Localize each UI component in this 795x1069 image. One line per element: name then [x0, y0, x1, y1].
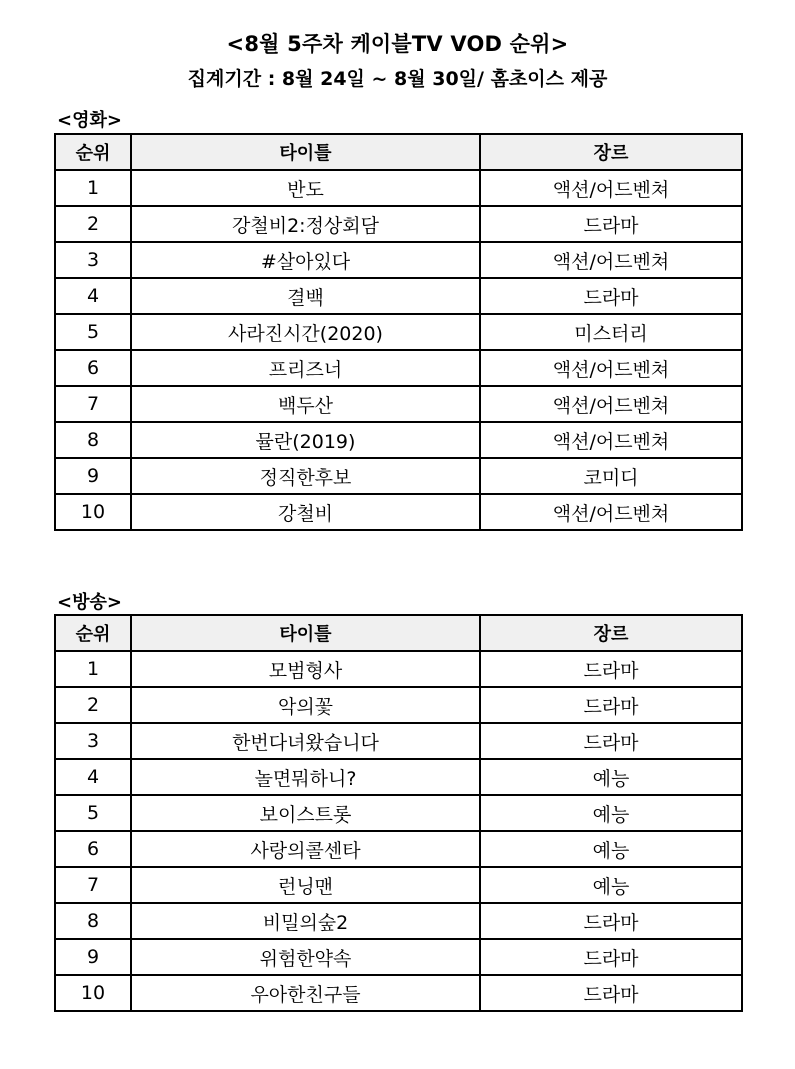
table-row — [55, 314, 742, 350]
table-row — [55, 831, 742, 867]
genre-cell: 드라마 — [480, 903, 742, 939]
rank-cell: 5 — [55, 795, 131, 831]
table-row — [55, 651, 742, 687]
genre-cell: 예능 — [480, 867, 742, 903]
table-row — [55, 759, 742, 795]
title-cell: 보이스트롯 — [131, 795, 480, 831]
rank-cell: 2 — [55, 687, 131, 723]
table-row — [55, 723, 742, 759]
column-header-genre: 장르 — [480, 134, 742, 170]
rank-cell: 6 — [55, 350, 131, 386]
genre-cell: 예능 — [480, 795, 742, 831]
table-row — [55, 494, 742, 530]
genre-cell: 드라마 — [480, 278, 742, 314]
genre-cell: 드라마 — [480, 651, 742, 687]
table-row — [55, 939, 742, 975]
genre-cell: 예능 — [480, 831, 742, 867]
title-cell: 놀면뭐하니? — [131, 759, 480, 795]
genre-cell: 액션/어드벤쳐 — [480, 350, 742, 386]
title-cell: 우아한친구들 — [131, 975, 480, 1011]
column-header-rank: 순위 — [55, 615, 131, 651]
table-row — [55, 206, 742, 242]
rank-cell: 7 — [55, 386, 131, 422]
title-cell: 결백 — [131, 278, 480, 314]
table-row — [55, 458, 742, 494]
table-row — [55, 903, 742, 939]
title-cell: 프리즈너 — [131, 350, 480, 386]
title-cell: 런닝맨 — [131, 867, 480, 903]
title-cell: 악의꽃 — [131, 687, 480, 723]
table-row — [55, 278, 742, 314]
rank-cell: 6 — [55, 831, 131, 867]
rank-cell: 9 — [55, 939, 131, 975]
broadcast-table-body — [55, 651, 742, 1011]
rank-cell: 8 — [55, 422, 131, 458]
column-header-genre: 장르 — [480, 615, 742, 651]
title-cell: 강철비 — [131, 494, 480, 530]
table-row — [55, 350, 742, 386]
rank-cell: 3 — [55, 242, 131, 278]
genre-cell: 미스터리 — [480, 314, 742, 350]
title-cell: 위험한약속 — [131, 939, 480, 975]
genre-cell: 액션/어드벤쳐 — [480, 494, 742, 530]
column-header-title: 타이틀 — [131, 615, 480, 651]
table-header-row — [55, 134, 742, 170]
table-row — [55, 867, 742, 903]
title-cell: 모범형사 — [131, 651, 480, 687]
rank-cell: 3 — [55, 723, 131, 759]
genre-cell: 드라마 — [480, 206, 742, 242]
table-row — [55, 170, 742, 206]
rank-cell: 7 — [55, 867, 131, 903]
genre-cell: 액션/어드벤쳐 — [480, 386, 742, 422]
column-header-title: 타이틀 — [131, 134, 480, 170]
rank-cell: 8 — [55, 903, 131, 939]
genre-cell: 액션/어드벤쳐 — [480, 422, 742, 458]
title-cell: 한번다녀왔습니다 — [131, 723, 480, 759]
rank-cell: 4 — [55, 759, 131, 795]
rank-cell: 1 — [55, 170, 131, 206]
table-row — [55, 242, 742, 278]
page-subtitle: 집계기간 : 8월 24일 ~ 8월 30일/ 홈초이스 제공 — [187, 68, 608, 90]
title-cell: 비밀의숲2 — [131, 903, 480, 939]
rank-cell: 4 — [55, 278, 131, 314]
title-cell: 사라진시간(2020) — [131, 314, 480, 350]
table-header-row — [55, 615, 742, 651]
table-row — [55, 975, 742, 1011]
broadcast-table — [54, 614, 743, 1012]
genre-cell: 드라마 — [480, 939, 742, 975]
genre-cell: 액션/어드벤쳐 — [480, 170, 742, 206]
title-cell: 사랑의콜센타 — [131, 831, 480, 867]
column-header-rank: 순위 — [55, 134, 131, 170]
genre-cell: 예능 — [480, 759, 742, 795]
title-cell: 반도 — [131, 170, 480, 206]
genre-cell: 드라마 — [480, 687, 742, 723]
table-row — [55, 687, 742, 723]
rank-cell: 1 — [55, 651, 131, 687]
rank-cell: 10 — [55, 494, 131, 530]
table-row — [55, 422, 742, 458]
broadcast-section-label: <방송> — [57, 592, 122, 613]
genre-cell: 드라마 — [480, 723, 742, 759]
genre-cell: 드라마 — [480, 975, 742, 1011]
movies-table — [54, 133, 743, 531]
title-cell: 강철비2:정상회담 — [131, 206, 480, 242]
rank-cell: 9 — [55, 458, 131, 494]
genre-cell: 액션/어드벤쳐 — [480, 242, 742, 278]
table-row — [55, 795, 742, 831]
rank-cell: 2 — [55, 206, 131, 242]
movies-table-body — [55, 170, 742, 530]
page-title: <8월 5주차 케이블TV VOD 순위> — [226, 32, 569, 56]
title-cell: 뮬란(2019) — [131, 422, 480, 458]
title-cell: #살아있다 — [131, 242, 480, 278]
rank-cell: 10 — [55, 975, 131, 1011]
genre-cell: 코미디 — [480, 458, 742, 494]
title-cell: 백두산 — [131, 386, 480, 422]
movies-section-label: <영화> — [57, 110, 122, 131]
rank-cell: 5 — [55, 314, 131, 350]
table-row — [55, 386, 742, 422]
title-cell: 정직한후보 — [131, 458, 480, 494]
